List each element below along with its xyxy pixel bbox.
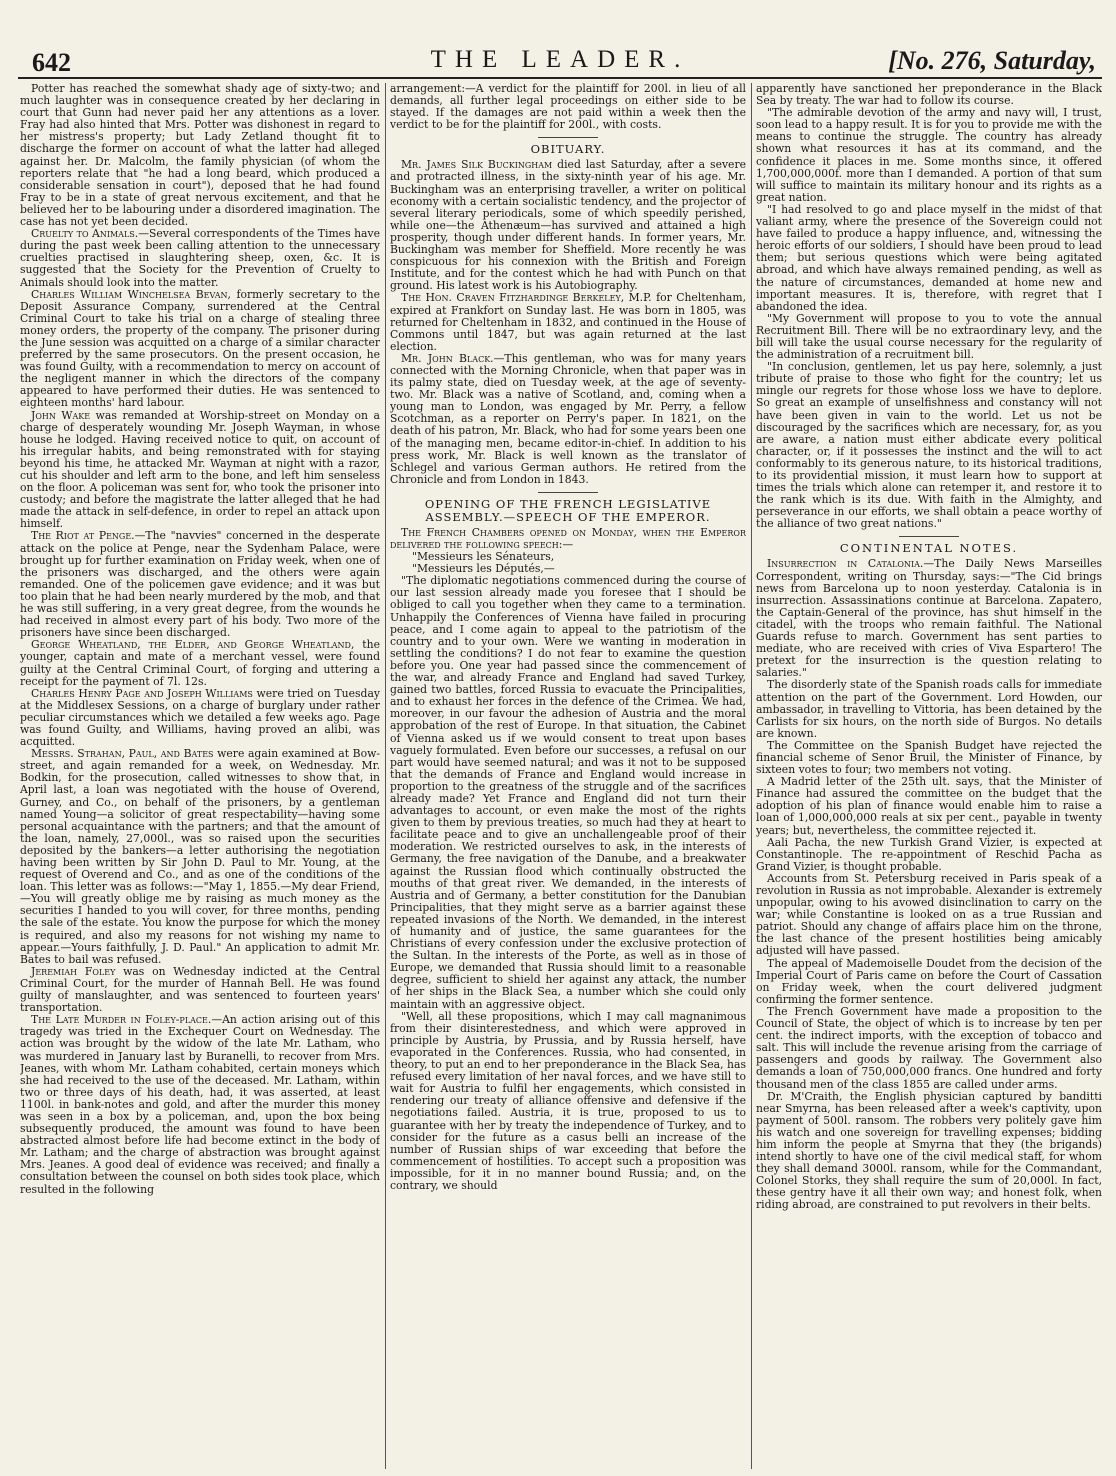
paragraph: The French Government have made a proposition to the Council of State, the object of which is to increase by ten per cent. the indirect imports, with the exception of tobacco and salt. This will include the revenue arising from the carriage of passengers and goods by railway. The Government also demands a loan of 750,000,000 francs. One hundred and forty thousand men of the class 1855 are called under arms. [756,1004,1102,1091]
paragraph: Jeremiah Foley was on Wednesday indicted at the Central Criminal Court, for the murder of Hannah Bell. He was found guilty of manslaughter, and was sentenced to fourteen years' transportation. [20,964,380,1015]
column-3 [756,83,1102,1469]
column-1 [20,83,380,1469]
paragraph: Cruelty to Animals.—Several correspondents of the Times have during the past week been calling attention to the unnecessary cruelties practised in slaughtering sheep, oxen, &c. It is suggested that the Society for the Prevention of Cruelty to Animals should look into the matter. [20,227,380,289]
section-rule [538,492,598,493]
paragraph: Charles Henry Page and Joseph Williams were tried on Tuesday at the Middlesex Sessions, on a charge of burglary under rather peculiar circumstances which we detailed a few weeks ago. Page was found Guilty, and Williams, having proved an alibi, was acquitted. [20,686,380,749]
paragraph: Dr. M'Craith, the English physician captured by banditti near Smyrna, has been released after a week's captivity, upon payment of 500l. ransom. The robbers very politely gave him his watch and one sovereign for travelling expenses; bidding him inform the people at Smyrna that they (the brigands) intend shortly to have one of the civil medical staff, for whom they shall demand 3000l. ransom, while for the Commandant, Colonel Storks, they shall require the sum of 20,000l. In fact, these gentry have it all their own way; and honest folk, when riding abroad, are constrained to put revolvers in their belts. [756,1089,1102,1212]
paragraph: Messrs. Strahan, Paul, and Bates were again examined at Bow-street, and again remanded for a week, on Wednesday. Mr. Bodkin, for the prosecution, called witnesses to show that, in April last, a loan was negotiated with the house of Overend, Gurney, and Co., on behalf of the prisoners, by a gentleman named Young—a solicitor of great respectability—having some personal acquaintance with the partners; and that the amount of the loan, namely, 27,000l., was so raised upon the securities deposited by the bankers—a letter authorising the negotiation having been written by Sir John D. Paul to Mr. Young, at the request of Overend and Co., and as one of the conditions of the loan. This letter was as follows:—"May 1, 1855.—My dear Friend,—You will greatly oblige me by raising as much money as the securities I handed to you will cover, for three months, pending the sale of the estate. You know the purpose for which the money is required, and also my reasons for not wishing my name to appear.—Yours faithfully, J. D. Paul." An application to admit Mr. Bates to bail was refused. [20,747,380,966]
section-heading-obituary: OBITUARY. [530,142,606,157]
paragraph: Mr. James Silk Buckingham died last Saturday, after a severe and protracted illness, in the sixty-ninth year of his age. Mr. Buckingham was an enterprising traveller, a writer on political economy with a certain socialistic tendency, and the projector of several literary periodicals, some of which speedily perished, while one—the Athenæum—has survived and attained a high prosperity, though under different hands. In former years, Mr. Buckingham was member for Sheffield. More recently he was conspicuous for his connexion with the British and Foreign Institute, and for the contest which he had with Punch on that ground. His latest work is his Autobiography. [390,158,746,293]
paragraph: The Late Murder in Foley-place.—An action arising out of this tragedy was tried in the Exchequer Court on Wednesday. The action was brought by the widow of the late Mr. Latham, who was murdered in January last by Buranelli, to recover from Mrs. Jeanes, with whom Mr. Latham cohabited, certain moneys which she had received to the use of the deceased. Mr. Latham, within two or three days of his death, had, it was asserted, at least 1100l. in bank-notes and gold, and after the murder this money was seen in a box by a policeman, and, upon the box being subsequently produced, the amount was found to have been abstracted almost before life had become extinct in the body of Mr. Latham; and the charge of abstraction was brought against Mrs. Jeanes. A good deal of evidence was received; and finally a consultation between the counsel on both sides took place, which resulted in the following [20,1013,380,1196]
paragraph: John Wake was remanded at Worship-street on Monday on a charge of desperately wounding Mr. Joseph Wayman, in whose house he lodged. Having received notice to quit, on account of his irregular habits, and being remonstrated with for staying beyond his time, he attacked Mr. Wayman at night with a razor, cut his shoulder and left arm to the bone, and left him senseless on the floor. A policeman was sent for, who took the prisoner into custody; and before the magistrate the latter alleged that he had made the attack in self-defence, in order to repel an attack upon himself. [20,408,380,531]
section-rule [538,137,598,138]
paragraph: The Riot at Penge.—The "navvies" concerned in the desperate attack on the police at Penge, near the Sydenham Palace, were brought up for further examination on Friday week, when one of the prisoners was discharged, and the others were again remanded. One of the policemen gave evidence; and it was but too plain that he had been nearly murdered by the mob, and that he was still suffering, in a very great degree, from the wounds he had received in almost every part of his body. Two more of the prisoners have since been discharged. [20,529,380,640]
paragraph: The French Chambers opened on Monday, when the Emperor delivered the following speech:— [390,525,746,551]
section-heading-speech: OPENING OF THE FRENCH LEGISLATIVE ASSEMBLY.—SPEECH OF THE EMPEROR. [424,496,712,524]
newspaper-title: THE LEADER. [430,46,690,73]
issue-info: [No. 276, Saturday, [888,46,1096,75]
section-rule [899,536,959,537]
paragraph: Accounts from St. Petersburg received in Paris speak of a revolution in Russia as not improbable. Alexander is extremely unpopular, owing to his avowed disinclination to carry on the war; while Constantine is looked on as a true Russian and patriot. Should any change of affairs place him on the throne, the last chance of the present hostilities being amicably adjusted will have passed. [756,871,1102,958]
paragraph: apparently have sanctioned her preponderance in the Black Sea by treaty. The war had to follow its course. [756,83,1102,108]
paragraph: "In conclusion, gentlemen, let us pay here, solemnly, a just tribute of praise to those who fight for the country; let us mingle our regrets for those whose loss we have to deplore. So great an example of unselfishness and constancy will not have been given in vain to the world. Let us not be discouraged by the sacrifices which are necessary, for, as you are aware, a nation must either abdicate every political character, or, if it possesses the instinct and the will to act conformably to its generous nature, to its historical traditions, to its providential mission, it must learn how to support at times the trials which alone can retemper it, and restore it to the rank which is its due. With faith in the Almighty, and perseverance in our efforts, we shall obtain a peace worthy of the alliance of two great nations." [756,360,1102,531]
column-2 [390,83,746,1469]
paragraph: "The diplomatic negotiations commenced during the course of our last session already made you foresee that I should be obliged to call you together when they came to a termination. Unhappily the Conferences of Vienna have failed in procuring peace, and I come again to appeal to the patriotism of the country and to your own. Were we wanting in moderation in settling the conditions? I do not fear to examine the question before you. One year had passed since the commencement of the war, and already France and England had saved Turkey, gained two battles, forced Russia to evacuate the Principalities, and to exhaust her forces in the defence of the Crimea. We had, moreover, in our favour the adhesion of Austria and the moral approbation of the rest of Europe. In that situation, the Cabinet of Vienna asked us if we would consent to treat upon bases vaguely formulated. Even before our successes, a refusal on our part would have seemed natural; and was it not to be supposed that the demands of France and England would increase in proportion to the greatness of the struggle and of the sacrifices already made? Yet France and England did not turn their advantages to account, or even make the most of the rights given to them by previous treaties, so much had they at heart to facilitate peace and to give an unchallengeable proof of their moderation. We restricted ourselves to ask, in the interests of Germany, the free navigation of the Danube, and a breakwater against the Russian flood which continually obstructed the mouths of that great river. We demanded, in the interests of Austria and of Germany, a better constitution for the Danubian Principalities, that they might serve as a barrier against these repeated invasions of the North. We demanded, in the interest of humanity and of justice, the same guarantees for the Christians of every confession under the exclusive protection of the Sultan. In the interests of the Porte, as well as in those of Europe, we demanded that Russia should limit to a reasonable degree, sufficient to shield her against any attack, the number of her ships in the Black Sea, a number which she could only maintain with an aggressive object. [390,574,746,1011]
paragraph: Insurrection in Catalonia.—The Daily News Marseilles Correspondent, writing on Thursday, says:—"The Cid brings news from Barcelona up to noon yesterday. Catalonia is in insurrection. Assassinations continue at Barcelona. Zapatero, the Captain-General of the province, has shut himself in the citadel, with the troops who remain faithful. The National Guards refuse to march. Government has sent parties to mediate, who are received with cries of Viva Espartero! The pretext for the insurrection is the question relating to salaries." [756,557,1102,680]
paragraph: George Wheatland, the Elder, and George Wheatland, the younger, captain and mate of a merchant vessel, were found guilty at the Central Criminal Court, of forging and uttering a receipt for the payment of 7l. 12s. [20,638,380,688]
paragraph: "I had resolved to go and place myself in the midst of that valiant army, where the presence of the Sovereign could not have failed to produce a happy influence, and, witnessing the heroic efforts of our soldiers, I should have been proud to lead them; but serious questions which were being agitated abroad, and which have always remained pending, as well as the nature of circumstances, demanded at home new and important measures. It is, therefore, with regret that I abandoned the idea. [756,202,1102,313]
header-rule [18,77,1102,79]
paragraph: Charles William Winchelsea Bevan, formerly secretary to the Deposit Assurance Company, surrendered at the Central Criminal Court to take his trial on a charge of stealing three money orders, the property of the company. The prisoner during the June session was acquitted on a charge of a similar character preferred by the same prosecutors. On the present occasion, he was found Guilty, with a recommendation to mercy on account of the negligent manner in which the directors of the company appeared to have performed their duties. He was sentenced to eighteen months' hard labour. [20,287,380,410]
paragraph: A Madrid letter of the 25th ult. says, that the Minister of Finance had assured the committee on the budget that the adoption of his plan of finance would enable him to raise a loan of 1,000,000,000 reals at six per cent., payable in twenty years; but, nevertheless, the committee rejected it. [756,775,1102,837]
masthead [14,36,1106,76]
salutation: "Messieurs les Députés,— [412,562,555,576]
paragraph: Aali Pacha, the new Turkish Grand Vizier, is expected at Constantinople. The re-appointment of Reschid Pacha as Grand Vizier, is thought probable. [756,835,1102,873]
section-heading-continental-notes: CONTINENTAL NOTES. [839,541,1019,556]
salutation: "Messieurs les Sénateurs, [412,550,555,564]
paragraph: arrangement:—A verdict for the plaintiff for 200l. in lieu of all demands, all further legal proceedings on either side to be stayed. If the damages are not paid within a week then the verdict to be for the plaintiff for 200l., with costs. [390,83,746,132]
paragraph: "The admirable devotion of the army and navy will, I trust, soon lead to a happy result. It is for you to provide me with the means to continue the struggle. The country has already shown what resources it has at its command, and the confidence it places in me. Some months since, it offered 1,700,000,000f. more than I demanded. A portion of that sum will suffice to maintain its military honour and its rights as a great nation. [756,106,1102,204]
column-divider [385,83,386,1469]
paragraph: The Committee on the Spanish Budget have rejected the financial scheme of Senor Bruil, the Minister of Finance, by sixteen votes to four; two members not voting. [756,738,1102,777]
paragraph: The Hon. Craven Fitzhardinge Berkeley, M.P. for Cheltenham, expired at Frankfort on Sunday last. He was born in 1805, was returned for Cheltenham in 1832, and continued in the House of Commons until 1847, but was again returned at the last election. [390,291,746,353]
paragraph: The appeal of Mademoiselle Doudet from the decision of the Imperial Court of Paris came on before the Court of Cassation on Friday week, when the court delivered judgment confirming the former sentence. [756,956,1102,1006]
paragraph: Potter has reached the somewhat shady age of sixty-two; and much laughter was in consequence created by her declaring in court that Gunn had never paid her any attentions as a lover. Fray had also hinted that Mrs. Potter was dishonest in regard to her mistress's property; but Lady Zetland thought fit to discharge the former on account of what the latter had alleged against her. Dr. Malcolm, the family physician (of whom the reporters relate that "he had a long beard, which produced a considerable sensation in court"), deposed that he had found Fray to be in a state of great nervous excitement, and that he believed her to be labouring under a disordered imagination. The case has not yet been decided. [20,83,380,229]
page-number: 642 [32,48,71,77]
column-divider [751,83,752,1469]
paragraph: "Well, all these propositions, which I may call magnanimous from their disinterestedness, and which were approved in principle by Austria, by Prussia, and by Russia herself, have evaporated in the Conferences. Russia, who had consented, in theory, to put an end to her preponderance in the Black Sea, has refused every limitation of her naval forces, and we have still to wait for Austria to fulfil her engagements, which consisted in rendering our treaty of alliance offensive and defensive if the negotiations failed. Austria, it is true, proposed to us to guarantee with her by treaty the independence of Turkey, and to consider for the future as a casus belli an increase of the number of Russian ships of war exceeding that before the commencement of hostilities. To accept such a proposition was impossible, for it in no manner bound Russia; and, on the contrary, we should [390,1009,746,1192]
paragraph: Mr. John Black.—This gentleman, who was for many years connected with the Morning Chronicle, when that paper was in its palmy state, died on Tuesday week, at the age of seventy-two. Mr. Black was a native of Scotland, and, coming when a young man to London, was engaged by Mr. Perry, a fellow Scotchman, as a reporter on Perry's paper. In 1821, on the death of his patron, Mr. Black, who had for some years been one of the managing men, became editor-in-chief. In addition to his press work, Mr. Black is well known as the translator of Schlegel and various German authors. He retired from the Chronicle and from London in 1843. [390,351,746,486]
paragraph: The disorderly state of the Spanish roads calls for immediate attention on the part of the Government. Lord Howden, our ambassador, in travelling to Vittoria, has been detained by the Carlists for six hours, on the north side of Burgos. No details are known. [756,678,1102,740]
paragraph: "My Government will propose to you to vote the annual Recruitment Bill. There will be no extraordinary levy, and the bill will take the usual course necessary for the regularity of the administration of a recruitment bill. [756,311,1102,362]
